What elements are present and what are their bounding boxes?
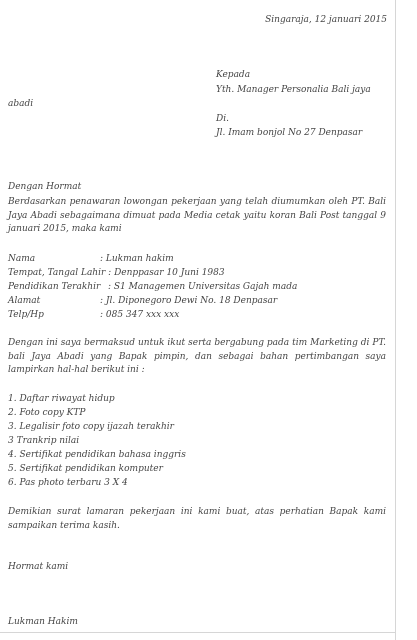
letter-date: Singaraja, 12 januari 2015: [265, 15, 387, 25]
recipient-name: Yth. Manager Personalia Bali jaya: [216, 85, 371, 95]
detail-row: [8, 253, 174, 267]
detail-row: [8, 295, 277, 309]
detail-row: [8, 309, 179, 323]
list-item: 3. Legalisir foto copy ijazah terakhir: [8, 422, 174, 432]
detail-value: : S1 Managemen Universitas Gajah mada: [108, 282, 298, 292]
detail-value: : 085 347 xxx xxx: [100, 310, 180, 320]
detail-row: [8, 281, 297, 295]
detail-row: [8, 267, 225, 281]
page-border-right: [395, 0, 396, 640]
recipient-di: Di.: [216, 114, 229, 124]
list-item: 3 Trankrip nilai: [8, 436, 80, 446]
closing-paragraph: Demikian surat lamaran pekerjaan ini kami buat, atas perhatian Bapak kami sampaikan terima kasih.: [8, 507, 386, 531]
list-item: 4. Sertifikat pendidikan bahasa inggris: [8, 450, 186, 460]
detail-value: : Denppasar 10 Juni 1983: [108, 268, 225, 278]
detail-label: Telp/Hp: [8, 310, 44, 320]
detail-value: : Lukman hakim: [100, 254, 174, 264]
detail-label: Alamat: [8, 296, 41, 306]
body-paragraph: Dengan ini saya bermaksud untuk ikut serta bergabung pada tim Marketing di PT. bali Jaya Abadi yang Bapak pimpin, dan sebagai bahan pertimbangan saya lampirkan hal-hal berikut ini :: [8, 338, 386, 376]
signature-name: Lukman Hakim: [8, 617, 78, 627]
sign-off: Hormat kami: [8, 562, 69, 572]
greeting: Dengan Hormat: [8, 182, 82, 192]
intro-paragraph: Berdasarkan penawaran lowongan pekerjaan yang telah diumumkan oleh PT. Bali Jaya Abadi sebagaimana dimuat pada Media cetak yaitu koran Bali Post tanggal 9 januari 2015, maka kami: [8, 197, 386, 235]
list-item: 6. Pas photo terbaru 3 X 4: [8, 478, 128, 488]
page-border-bottom: [0, 632, 396, 633]
detail-label: Tempat, Tangal Lahir: [8, 268, 106, 278]
recipient-kepada: Kepada: [216, 70, 251, 80]
detail-label: Pendidikan Terakhir: [8, 282, 101, 292]
recipient-name-continued: abadi: [8, 99, 34, 109]
list-item: 1. Daftar riwayat hidup: [8, 394, 115, 404]
recipient-address: Jl. Imam bonjol No 27 Denpasar: [216, 128, 363, 138]
list-item: 5. Sertifikat pendidikan komputer: [8, 464, 163, 474]
detail-value: : Jl. Diponegoro Dewi No. 18 Denpasar: [100, 296, 278, 306]
detail-label: Nama: [8, 254, 36, 264]
list-item: 2. Foto copy KTP: [8, 408, 86, 418]
